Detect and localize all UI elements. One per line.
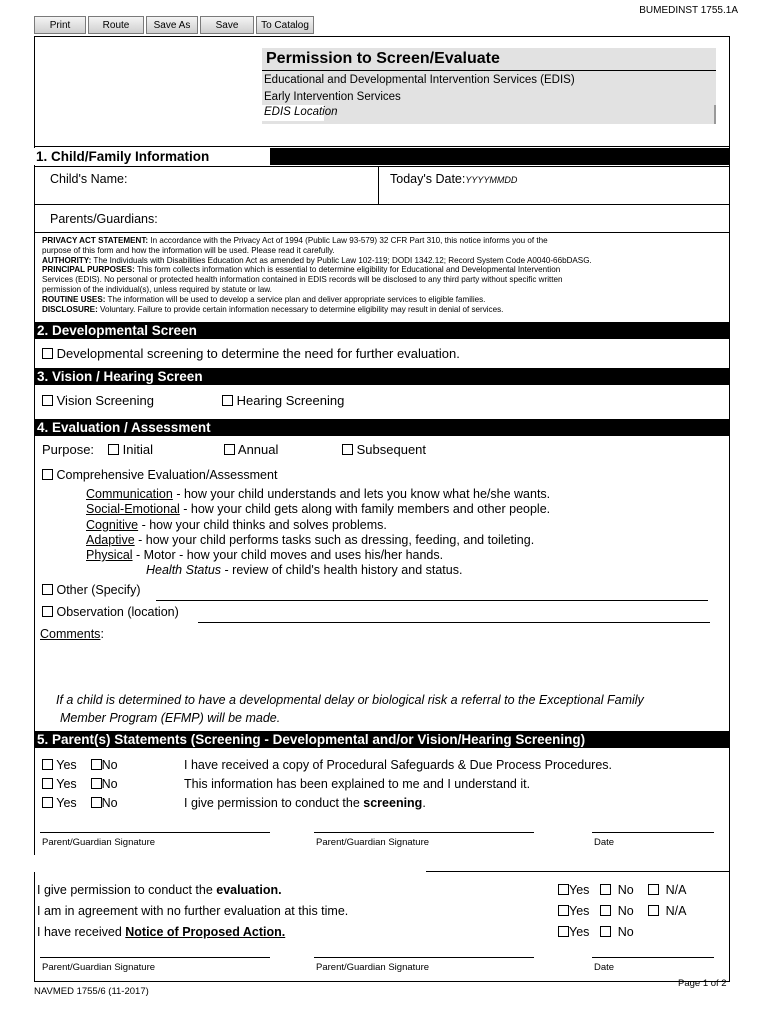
domain-adaptive: Adaptive - how your child performs tasks such as dressing, feeding, and toileting. [86, 532, 535, 547]
observation-line[interactable] [198, 622, 710, 623]
s6-signature-label-1: Parent/Guardian Signature [42, 962, 156, 973]
s6-date-line[interactable] [592, 957, 714, 958]
form-title: Permission to Screen/Evaluate [266, 50, 500, 67]
section6-header: 6. Parent(s) Statements (Evaluation/Assessment) [34, 855, 730, 872]
s6-row-3: Yes No [558, 922, 686, 943]
form-code: NAVMED 1755/6 (11-2017) [34, 986, 149, 997]
date-placeholder: YYYYMMDD [465, 175, 518, 185]
privacy-act-statement: PRIVACY ACT STATEMENT: In accordance with the Privacy Act of 1994 (Public Law 93-579) 32 CFR Part 310, this notice informs you of the purpose of this form and how the information will be used. Please read it carefully. AUTHORITY: The Individuals with Disabilities Education Act as amended by Public Law 102-119; DODI 1342.12; Record System Code A0040-66bDASG. PRINCIPAL PURPOSES: This form collects information which is essential to determine eligibility for Educational and Developmental Intervention Services (EDIS). No personal or protected health information contained in EDIS records will be disclosed to any third party without specific written permission of the individual(s), unless required by statute or law. ROUTINE USES: The information will be used to develop a service plan and deliver appropriate services to eligible families. DISCLOSURE: Voluntary. Failure to provide certain information necessary to determine eligibility may result in denial of services. [42, 236, 592, 314]
comprehensive-option[interactable]: Comprehensive Evaluation/Assessment [42, 468, 277, 482]
domain-health-status: Health Status - review of child's health history and status. [146, 563, 463, 578]
section6-options [558, 880, 686, 943]
s6-statement-1: I give permission to conduct the evaluation. [37, 883, 282, 897]
s5-yes-1-checkbox[interactable] [42, 759, 53, 770]
print-button[interactable]: Print [34, 16, 86, 34]
route-button[interactable]: Route [88, 16, 144, 34]
initial-checkbox[interactable] [108, 444, 119, 455]
s5-yes-3-checkbox[interactable] [42, 797, 53, 808]
initial-option[interactable]: Initial [108, 442, 153, 457]
other-checkbox[interactable] [42, 584, 53, 595]
edis-location-label: EDIS Location [264, 106, 338, 118]
annual-checkbox[interactable] [224, 444, 235, 455]
s5-row-3: Yes No [42, 794, 118, 813]
s6-statement-3: I have received Notice of Proposed Action. [37, 925, 286, 939]
save-button[interactable]: Save [200, 16, 254, 34]
section3-header: 3. Vision / Hearing Screen [34, 368, 730, 385]
domain-cognitive: Cognitive - how your child thinks and solves problems. [86, 517, 387, 532]
s5-no-3-checkbox[interactable] [91, 797, 102, 808]
other-option[interactable]: Other (Specify) [42, 583, 141, 597]
s5-statement-2: This information has been explained to me and I understand it. [184, 777, 531, 791]
domain-social-emotional: Social-Emotional - how your child gets along with family members and other people. [86, 502, 551, 517]
s6-na-2-checkbox[interactable] [648, 905, 659, 916]
section5-statements [184, 756, 612, 813]
parents-guardians-label: Parents/Guardians: [50, 212, 158, 226]
edis-location-field[interactable] [262, 105, 338, 121]
page-number: Page 1 of 2 [678, 978, 727, 989]
s6-date-label: Date [594, 962, 615, 973]
s6-row-2: Yes No N/A [558, 901, 686, 922]
s5-signature-label-1: Parent/Guardian Signature [42, 837, 156, 848]
domain-physical: Physical - Motor - how your child moves and uses his/her hands. [86, 548, 444, 563]
s6-signature-line-2[interactable] [314, 957, 534, 958]
vision-screening-checkbox[interactable] [42, 395, 53, 406]
s6-no-2-checkbox[interactable] [600, 905, 611, 916]
section5-yes-no-list [42, 756, 118, 813]
s5-signature-line-1[interactable] [40, 832, 270, 833]
s5-date-line[interactable] [592, 832, 714, 833]
hearing-screening-option[interactable]: Hearing Screening [222, 393, 344, 408]
s6-yes-1-checkbox[interactable] [558, 884, 569, 895]
developmental-screening-checkbox[interactable] [42, 348, 53, 359]
form-subtitle-2: Early Intervention Services [264, 91, 401, 103]
s5-statement-1: I have received a copy of Procedural Safeguards & Due Process Procedures. [184, 758, 613, 772]
observation-option[interactable]: Observation (location) [42, 605, 179, 619]
comments-label: Comments: [40, 627, 104, 641]
other-specify-line[interactable] [156, 600, 708, 601]
annual-option[interactable]: Annual [224, 442, 278, 457]
s5-no-1-checkbox[interactable] [91, 759, 102, 770]
purpose-label: Purpose: [42, 442, 95, 457]
form-number: BUMEDINST 1755.1A [639, 5, 738, 16]
s6-signature-label-2: Parent/Guardian Signature [316, 962, 430, 973]
subsequent-checkbox[interactable] [342, 444, 353, 455]
s6-row-1: Yes No N/A [558, 880, 686, 901]
s6-signature-line-1[interactable] [40, 957, 270, 958]
comprehensive-checkbox[interactable] [42, 469, 53, 480]
developmental-screening-option[interactable]: Developmental screening to determine the need for further evaluation. [42, 346, 460, 361]
s5-no-2-checkbox[interactable] [91, 778, 102, 789]
vision-screening-option[interactable]: Vision Screening [42, 393, 154, 408]
s5-row-1: Yes No [42, 756, 118, 775]
to-catalog-button[interactable]: To Catalog [256, 16, 314, 34]
s5-signature-label-2: Parent/Guardian Signature [316, 837, 430, 848]
todays-date-label: Today's Date:YYYYMMDD [390, 172, 518, 186]
s5-date-label: Date [594, 837, 615, 848]
domain-communication: Communication - how your child understands and lets you know what he/she wants. [86, 487, 551, 501]
s6-yes-2-checkbox[interactable] [558, 905, 569, 916]
section6-statements [37, 880, 348, 943]
toolbar [34, 16, 316, 34]
hearing-screening-checkbox[interactable] [222, 395, 233, 406]
form-subtitle: Educational and Developmental Intervention Services (EDIS) [264, 74, 575, 86]
section4-header: 4. Evaluation / Assessment [34, 419, 730, 436]
s5-signature-line-2[interactable] [314, 832, 534, 833]
subsequent-option[interactable]: Subsequent [342, 442, 426, 457]
s5-statement-3: I give permission to conduct the screening. [184, 796, 426, 810]
efmp-referral-note: If a child is determined to have a developmental delay or biological risk a referral to the Exceptional Family Member Program (EFMP) will be made. [56, 693, 644, 725]
s6-na-1-checkbox[interactable] [648, 884, 659, 895]
s6-no-1-checkbox[interactable] [600, 884, 611, 895]
s6-yes-3-checkbox[interactable] [558, 926, 569, 937]
save-as-button[interactable]: Save As [146, 16, 198, 34]
section5-header: 5. Parent(s) Statements (Screening - Developmental and/or Vision/Hearing Screening) [34, 731, 730, 748]
childs-name-label: Child's Name: [50, 172, 128, 186]
observation-checkbox[interactable] [42, 606, 53, 617]
s6-statement-2: I am in agreement with no further evaluation at this time. [37, 904, 349, 918]
s6-no-3-checkbox[interactable] [600, 926, 611, 937]
s5-yes-2-checkbox[interactable] [42, 778, 53, 789]
section1-header: 1. Child/Family Information [34, 148, 730, 165]
title-block [262, 48, 716, 124]
section2-header: 2. Developmental Screen [34, 322, 730, 339]
assessment-domain-list [86, 487, 550, 579]
s5-row-2: Yes No [42, 775, 118, 794]
